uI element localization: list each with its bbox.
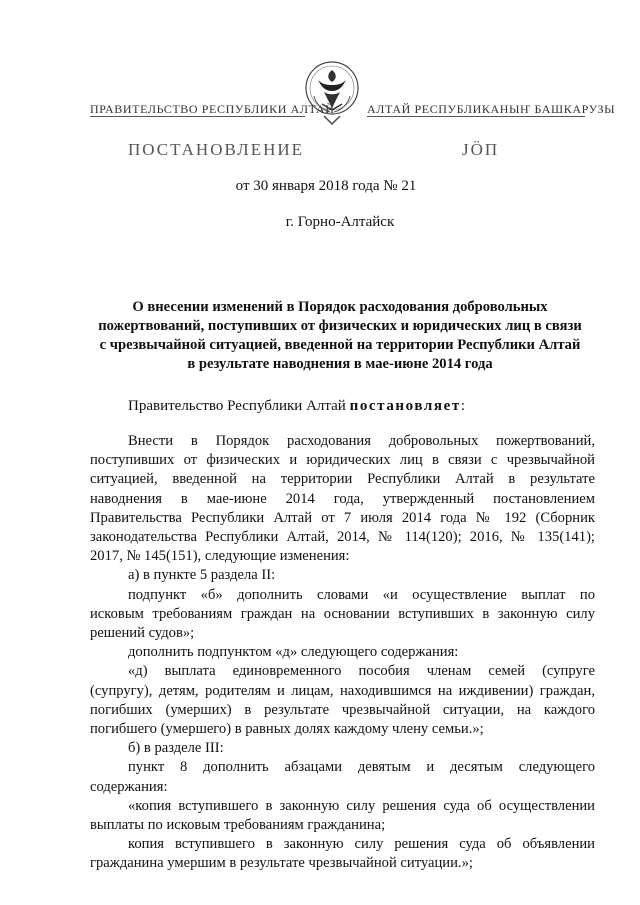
body-line: выплаты по исковым требованиям гражданина; — [90, 817, 386, 834]
body-line: ситуацией, введенной на территории Республики Алтай в результате — [90, 471, 595, 488]
body-line: б) в разделе III: — [128, 740, 224, 757]
coat-of-arms-emblem — [300, 58, 364, 128]
header-rule-left — [90, 116, 305, 117]
body-line: пункт 8 дополнить абзацами девятым и десятым следующего — [128, 759, 595, 776]
body-line: Правительства Республики Алтай от 7 июля 2014 года № 192 (Сборник — [90, 509, 595, 526]
body-line: подпункт «б» дополнить словами «и осуществление выплат по — [128, 586, 595, 603]
body-line: наводнения в мае-июне 2014 года, утвержденный постановлением — [90, 490, 595, 507]
decree-colon: : — [460, 398, 466, 414]
title-line: пожертвований, поступивших от физических и юридических лиц в связи — [98, 318, 582, 334]
body-line: погибшего (умершего) в равных долях каждому члену семьи.»; — [90, 721, 484, 738]
body-line: а) в пункте 5 раздела II: — [128, 567, 276, 584]
document-title — [90, 298, 590, 374]
decree-lead: Правительство Республики Алтай — [128, 398, 350, 414]
decree-statement — [128, 398, 465, 415]
government-name-altai: АЛТАЙ РЕСПУБЛИКАНЫҤ БАШКАРУЗЫ — [367, 102, 616, 116]
decree-verb: постановляет — [349, 398, 461, 414]
body-line: исковым требованиям граждан на основании вступивших в законную силу — [90, 605, 595, 622]
title-line: в результате наводнения в мае-июне 2014 года — [187, 356, 493, 372]
document-city: г. Горно-Алтайск — [285, 214, 395, 230]
title-line: с чрезвычайной ситуацией, введенной на территории Республики Алтай — [99, 337, 581, 353]
body-line: (супругу), детям, родителям и лицам, находившимся на иждивении) граждан, — [90, 682, 595, 699]
document-body — [90, 432, 595, 874]
header-rule-right — [367, 116, 585, 117]
body-line: «копия вступившего в законную силу решения суда об осуществлении — [128, 797, 595, 814]
body-line: содержания: — [90, 778, 168, 795]
document-type-russian: ПОСТАНОВЛЕНИЕ — [128, 140, 305, 159]
body-line: поступивших от физических и юридических лиц в связи с чрезвычайной — [90, 452, 595, 469]
body-line: копия вступившего в законную силу решения суда об объявлении — [128, 836, 595, 853]
body-line: законодательства Республики Алтай, 2014, № 114(120); 2016, № 135(141); — [90, 529, 595, 546]
document-type-altai: JÖП — [462, 140, 500, 159]
body-line: Внести в Порядок расходования добровольных пожертвований, — [128, 433, 595, 449]
title-line: О внесении изменений в Порядок расходования добровольных — [132, 299, 548, 315]
body-line: «д) выплата единовременного пособия членам семей (супруге — [128, 663, 595, 680]
body-line: дополнить подпунктом «д» следующего содержания: — [128, 644, 459, 661]
government-name-russian: ПРАВИТЕЛЬСТВО РЕСПУБЛИКИ АЛТАЙ — [90, 102, 335, 116]
body-line: гражданина умершим в результате чрезвычайной ситуации.»; — [90, 855, 473, 872]
document-date-number: от 30 января 2018 года № 21 — [235, 178, 417, 194]
body-line: погибших (умерших) в результате чрезвычайной ситуации, на каждого — [90, 701, 595, 718]
body-line: решений судов»; — [90, 625, 195, 642]
body-line: 2017, № 145(151), следующие изменения: — [90, 548, 350, 565]
